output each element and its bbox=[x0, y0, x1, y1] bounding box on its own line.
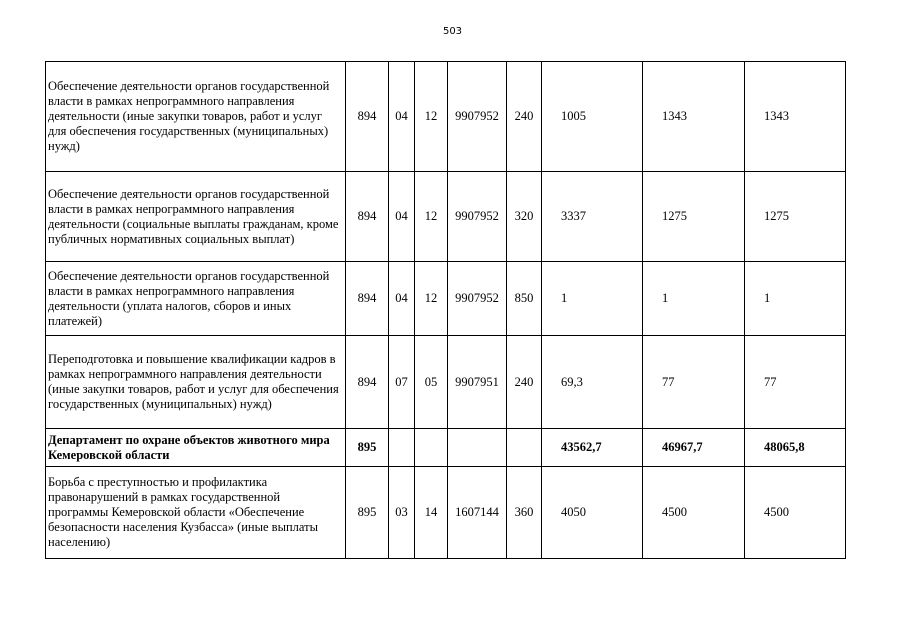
row-name: Обеспечение деятельности органов государственной власти в рамках непрограммного направления деятельности (иные закупки товаров, работ и услуг для обеспечения государственных (муниципальных) нужд) bbox=[46, 62, 346, 172]
vr-cell: 320 bbox=[507, 172, 542, 262]
row-name: Переподготовка и повышение квалификации кадров в рамках непрограммного направления деятельности (иные закупки товаров, работ и услуг для обеспечения государственных (муниципальных) нужд) bbox=[46, 336, 346, 429]
ved-cell: 894 bbox=[346, 262, 389, 336]
rz-cell: 03 bbox=[389, 467, 415, 559]
row-name: Борьба с преступностью и профилактика правонарушений в рамках государственной программы Кемеровской области «Обеспечение безопасности населения Кузбасса» (иные выплаты населению) bbox=[46, 467, 346, 559]
value-3-cell: 1343 bbox=[745, 62, 846, 172]
table-row bbox=[46, 62, 846, 172]
value-2-cell: 1343 bbox=[643, 62, 745, 172]
pr-cell: 05 bbox=[415, 336, 448, 429]
value-1-cell: 1 bbox=[542, 262, 643, 336]
value-1-cell: 4050 bbox=[542, 467, 643, 559]
table-row bbox=[46, 429, 846, 467]
value-2-cell: 1275 bbox=[643, 172, 745, 262]
page-number: 503 bbox=[442, 26, 463, 37]
value-3-cell: 48065,8 bbox=[745, 429, 846, 467]
table-row bbox=[46, 467, 846, 559]
vr-cell: 360 bbox=[507, 467, 542, 559]
ved-cell: 895 bbox=[346, 467, 389, 559]
value-1-cell: 69,3 bbox=[542, 336, 643, 429]
vr-cell: 240 bbox=[507, 336, 542, 429]
csr-cell: 9907952 bbox=[448, 262, 507, 336]
csr-cell: 9907952 bbox=[448, 62, 507, 172]
table-row bbox=[46, 262, 846, 336]
budget-table bbox=[45, 61, 846, 559]
ved-cell: 894 bbox=[346, 172, 389, 262]
value-3-cell: 4500 bbox=[745, 467, 846, 559]
pr-cell: 14 bbox=[415, 467, 448, 559]
pr-cell bbox=[415, 429, 448, 467]
rz-cell bbox=[389, 429, 415, 467]
rz-cell: 04 bbox=[389, 262, 415, 336]
vr-cell: 240 bbox=[507, 62, 542, 172]
pr-cell: 12 bbox=[415, 172, 448, 262]
value-1-cell: 43562,7 bbox=[542, 429, 643, 467]
value-1-cell: 3337 bbox=[542, 172, 643, 262]
value-3-cell: 1275 bbox=[745, 172, 846, 262]
rz-cell: 04 bbox=[389, 62, 415, 172]
value-2-cell: 4500 bbox=[643, 467, 745, 559]
ved-cell: 895 bbox=[346, 429, 389, 467]
csr-cell: 9907951 bbox=[448, 336, 507, 429]
rz-cell: 04 bbox=[389, 172, 415, 262]
ved-cell: 894 bbox=[346, 62, 389, 172]
value-3-cell: 1 bbox=[745, 262, 846, 336]
value-2-cell: 46967,7 bbox=[643, 429, 745, 467]
pr-cell: 12 bbox=[415, 62, 448, 172]
csr-cell bbox=[448, 429, 507, 467]
vr-cell bbox=[507, 429, 542, 467]
row-name: Обеспечение деятельности органов государственной власти в рамках непрограммного направления деятельности (социальные выплаты гражданам, кроме публичных нормативных социальных выплат) bbox=[46, 172, 346, 262]
table-row bbox=[46, 336, 846, 429]
value-1-cell: 1005 bbox=[542, 62, 643, 172]
value-2-cell: 77 bbox=[643, 336, 745, 429]
csr-cell: 1607144 bbox=[448, 467, 507, 559]
table-row bbox=[46, 172, 846, 262]
csr-cell: 9907952 bbox=[448, 172, 507, 262]
row-name: Обеспечение деятельности органов государственной власти в рамках непрограммного направления деятельности (уплата налогов, сборов и иных платежей) bbox=[46, 262, 346, 336]
pr-cell: 12 bbox=[415, 262, 448, 336]
rz-cell: 07 bbox=[389, 336, 415, 429]
value-2-cell: 1 bbox=[643, 262, 745, 336]
row-name: Департамент по охране объектов животного мира Кемеровской области bbox=[46, 429, 346, 467]
value-3-cell: 77 bbox=[745, 336, 846, 429]
vr-cell: 850 bbox=[507, 262, 542, 336]
ved-cell: 894 bbox=[346, 336, 389, 429]
